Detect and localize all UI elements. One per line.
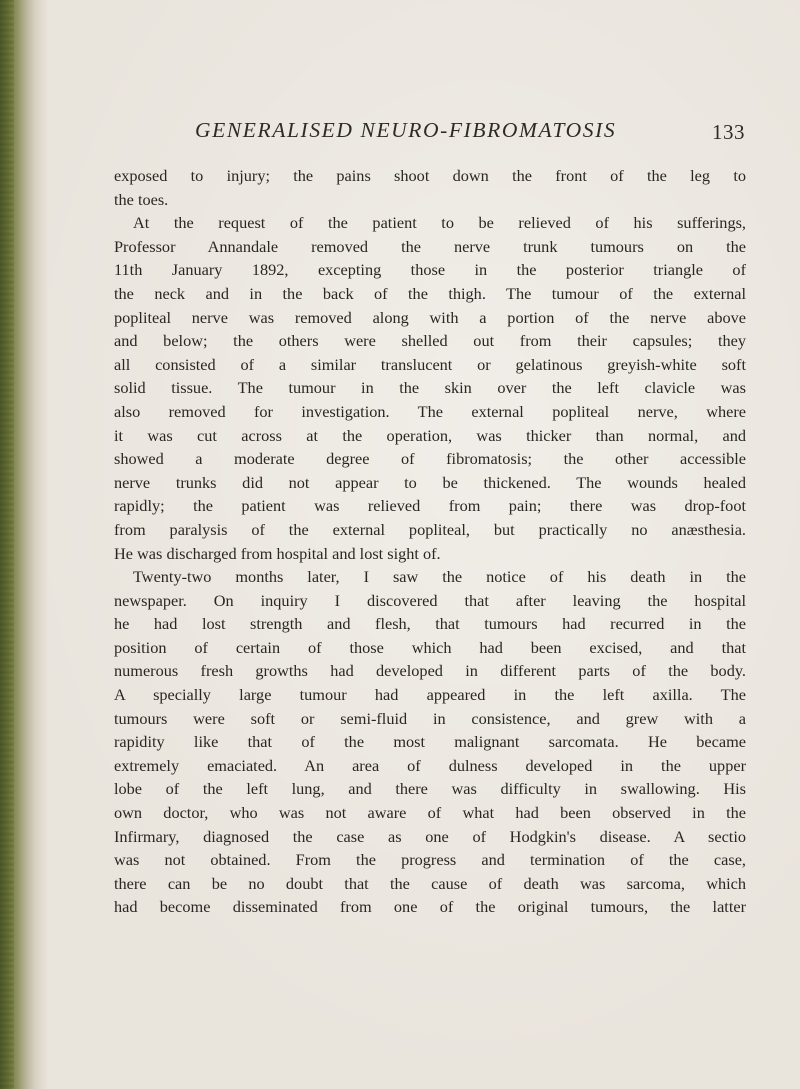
text-line: own doctor, who was not aware of what had been observed in the — [114, 803, 746, 823]
text-line: showed a moderate degree of fibromatosis; the other accessible — [114, 449, 746, 469]
text-line: A specially large tumour had appeared in the left axilla. The — [114, 685, 746, 705]
running-head-title: GENERALISED NEURO-FIBROMATOSIS — [195, 118, 617, 142]
text-line: He was discharged from hospital and lost sight of. — [114, 543, 441, 563]
text-line: the toes. — [114, 189, 169, 209]
text-line: tumours were soft or semi-fluid in consistence, and grew with a — [114, 708, 746, 728]
text-line: and below; the others were shelled out from their capsules; they — [114, 331, 746, 351]
body-text — [114, 164, 746, 919]
text-line: exposed to injury; the pains shoot down the front of the leg to — [114, 166, 746, 185]
text-line: popliteal nerve was removed along with a portion of the nerve above — [114, 307, 746, 327]
running-head — [195, 118, 745, 148]
text-line: solid tissue. The tumour in the skin over the left clavicle was — [114, 378, 746, 398]
text-line: had become disseminated from one of the original tumours, the latter — [114, 897, 746, 917]
binding-gutter — [0, 0, 48, 1089]
text-line: numerous fresh growths had developed in different parts of the body. — [114, 661, 746, 681]
text-line: was not obtained. From the progress and termination of the case, — [114, 850, 746, 870]
text-line: the neck and in the back of the thigh. The tumour of the external — [114, 283, 746, 303]
text-line: rapidity like that of the most malignant sarcomata. He became — [114, 732, 746, 752]
text-line: he had lost strength and flesh, that tumours had recurred in the — [114, 614, 746, 634]
text-line: lobe of the left lung, and there was difficulty in swallowing. His — [114, 779, 746, 799]
text-line: extremely emaciated. An area of dulness developed in the upper — [114, 755, 746, 775]
text-line: nerve trunks did not appear to be thickened. The wounds healed — [114, 472, 746, 492]
text-line: At the request of the patient to be relieved of his sufferings, — [133, 213, 746, 233]
page-number: 133 — [712, 120, 745, 144]
text-line: from paralysis of the external popliteal, but practically no anæsthesia. — [114, 519, 746, 539]
text-line: Twenty-two months later, I saw the notice of his death in the — [133, 567, 746, 587]
text-line: it was cut across at the operation, was thicker than normal, and — [114, 425, 746, 445]
text-line: position of certain of those which had been excised, and that — [114, 637, 746, 657]
text-line: all consisted of a similar translucent or gelatinous greyish-white soft — [114, 354, 746, 374]
text-line: 11th January 1892, excepting those in the posterior triangle of — [114, 260, 746, 280]
text-line: Professor Annandale removed the nerve trunk tumours on the — [114, 236, 746, 256]
text-line: also removed for investigation. The external popliteal nerve, where — [114, 401, 746, 421]
text-line: rapidly; the patient was relieved from pain; there was drop-foot — [114, 496, 746, 516]
text-line: there can be no doubt that the cause of death was sarcoma, which — [114, 873, 746, 893]
text-line: newspaper. On inquiry I discovered that after leaving the hospital — [114, 590, 746, 610]
text-line: Infirmary, diagnosed the case as one of Hodgkin's disease. A sectio — [114, 826, 746, 846]
